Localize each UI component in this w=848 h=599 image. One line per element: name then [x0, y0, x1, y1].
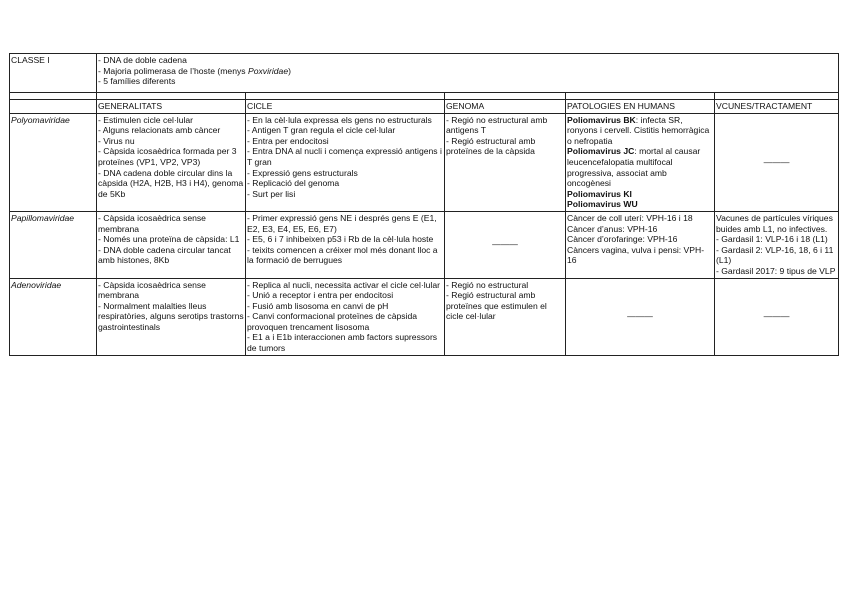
family-name: Papillomaviridae: [10, 211, 97, 278]
classe-line: - DNA de doble cadena: [98, 55, 187, 65]
classe-line: - 5 famílies diferents: [98, 76, 176, 87]
genoma-cell: - Regió no estructural amb antigens T - Regió estructural amb proteïnes de la càpsida: [445, 113, 566, 211]
patologies-cell: Poliomavirus BK: infecta SR, ronyons i cervell. Cistitis hemorràgica o nefropatia Poliomavirus JC: mortal al causar leucencefalopatia multifocal progressiva, associat amb oncogènesi Poliomavirus KI Poliomavirus WU: [566, 113, 715, 211]
column-header: PATOLOGIES EN HUMANS: [566, 100, 715, 114]
cicle-cell: - En la cèl·lula expressa els gens no estructurals - Antigen T gran regula el cicle cel·lular - Entra per endocitosi - Entra DNA al nucli i comença expressió antigens i T gran - Expressió gens estructurals - Replicació del genoma - Surt per lisi: [246, 113, 445, 211]
classe-row: [10, 54, 839, 93]
cicle-cell: - Primer expressió gens NE i després gens E (E1, E2, E3, E4, E5, E6, E7) - E5, 6 i 7 inhibeixen p53 i Rb de la cèl·lula hoste - teixits comencen a créixer mol més donant lloc a la formació de berrugues: [246, 211, 445, 278]
generalitats-cell: - Càpsida icosaèdrica sense membrana - Només una proteïna de càpsida: L1 - DNA doble cadena circular tancat amb histones, 8Kb: [97, 211, 246, 278]
column-header: VCUNES/TRACTAMENT: [715, 100, 839, 114]
generalitats-cell: - Estimulen cicle cel·lular - Alguns relacionats amb càncer - Virus nu - Càpsida icosaèdrica formada per 3 proteïnes (VP1, VP2, VP3) - DNA cadena doble circular dins la càpsida (H2A, H2B, H3 i H4), genoma de 5Kb: [97, 113, 246, 211]
column-header: GENERALITATS: [97, 100, 246, 114]
column-header: GENOMA: [445, 100, 566, 114]
classe-description: [97, 54, 839, 93]
vacunes-cell: ———: [715, 278, 839, 355]
genoma-cell: - Regió no estructural - Regió estructural amb proteïnes que estimulen el cicle cel·lular: [445, 278, 566, 355]
classe-label: CLASSE I: [10, 54, 97, 93]
generalitats-cell: - Càpsida icosaèdrica sense membrana - Normalment malalties lleus respiratòries, alguns serotips trastorns gastrointestinals: [97, 278, 246, 355]
column-header: [10, 100, 97, 114]
virus-table: [9, 53, 839, 356]
genoma-cell: ———: [445, 211, 566, 278]
table-row: [10, 113, 839, 211]
vacunes-cell: Vacunes de partícules víriques buides amb L1, no infectives. - Gardasil 1: VLP-16 i 18 (L1) - Gardasil 2: VLP-16, 18, 6 i 11 (L1) - Gardasil 2017: 9 tipus de VLP: [715, 211, 839, 278]
family-name: Polyomaviridae: [10, 113, 97, 211]
column-header-row: [10, 100, 839, 114]
patologies-cell: ———: [566, 278, 715, 355]
family-name: Adenoviridae: [10, 278, 97, 355]
patologies-cell: Càncer de coll uterí: VPH-16 i 18 Càncer d’anus: VPH-16 Càncer d’orofaringe: VPH-16 Càncers vagina, vulva i pensi: VPH-16: [566, 211, 715, 278]
table-row: [10, 278, 839, 355]
column-header: CICLE: [246, 100, 445, 114]
table-row: [10, 211, 839, 278]
vacunes-cell: ———: [715, 113, 839, 211]
classe-line: - Majoria polimerasa de l’hoste (menys Poxviridae): [98, 65, 291, 76]
cicle-cell: - Replica al nucli, necessita activar el cicle cel·lular - Unió a receptor i entra per endocitosi - Fusió amb lisosoma en canvi de pH - Canvi conformacional proteïnes de càpsida provoquen trencament lisosoma - E1 a i E1b interaccionen amb factors supressors de tumors: [246, 278, 445, 355]
